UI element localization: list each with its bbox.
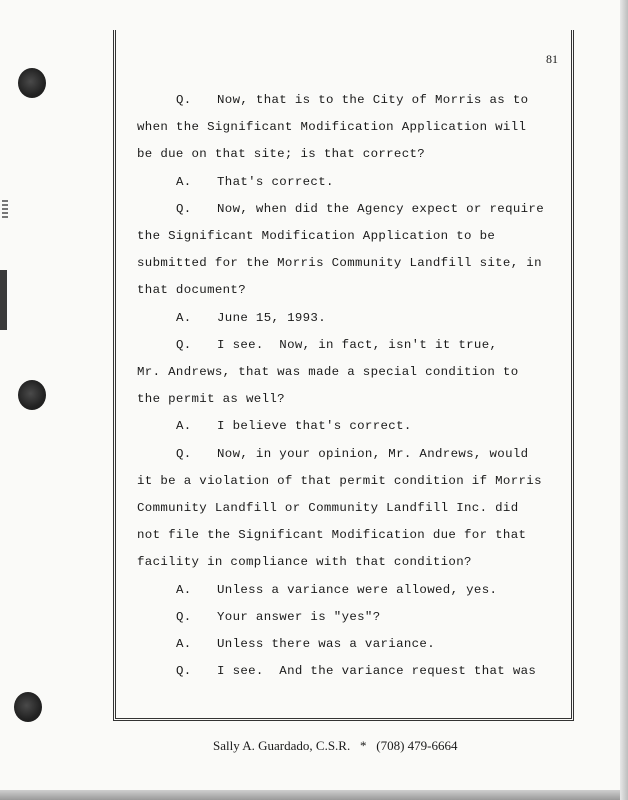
- line-text: That's correct.: [217, 174, 334, 189]
- line-text: Mr. Andrews, that was made a special condition to: [137, 365, 519, 379]
- line-text: Now, that is to the City of Morris as to: [217, 93, 529, 107]
- reporter-footer: [213, 738, 457, 754]
- line-text: facility in compliance with that condition?: [137, 555, 472, 570]
- line-text: Now, in your opinion, Mr. Andrews, would: [217, 446, 529, 461]
- line-text: the permit as well?: [137, 392, 285, 407]
- page-number: 81: [546, 52, 558, 66]
- scan-edge-mark: [0, 270, 7, 330]
- footer-separator: *: [359, 738, 367, 753]
- speaker-label: A.: [176, 419, 192, 434]
- line-text: Community Landfill or Community Landfill Inc. did: [137, 501, 519, 515]
- line-text: the Significant Modification Application to be: [137, 229, 496, 243]
- line-text: when the Significant Modification Application will: [137, 120, 527, 135]
- speaker-label: Q.: [176, 201, 192, 216]
- speaker-label: Q.: [176, 446, 192, 461]
- speaker-label: Q.: [176, 609, 192, 624]
- line-text: Now, when did the Agency expect or require: [217, 201, 544, 216]
- reporter-name: Sally A. Guardado, C.S.R.: [213, 738, 351, 753]
- speaker-label: A.: [176, 310, 192, 325]
- speaker-label: Q.: [176, 337, 192, 352]
- line-text: it be a violation of that permit condition if Morris: [137, 473, 542, 488]
- line-text: Unless there was a variance.: [217, 637, 435, 651]
- speaker-label: A.: [176, 174, 192, 189]
- speaker-label: A.: [176, 637, 192, 651]
- speaker-label: Q.: [176, 664, 192, 679]
- line-text: June 15, 1993.: [217, 310, 326, 325]
- speaker-label: A.: [176, 582, 192, 597]
- line-text: Your answer is "yes"?: [217, 609, 381, 624]
- line-text: not file the Significant Modification due for that: [137, 528, 527, 543]
- line-text: I believe that's correct.: [217, 419, 412, 434]
- line-text: that document?: [137, 283, 246, 298]
- line-text: submitted for the Morris Community Landfill site, in: [137, 256, 542, 271]
- speaker-label: Q.: [176, 93, 192, 107]
- line-text: I see. And the variance request that was: [217, 664, 537, 679]
- reporter-phone: (708) 479-6664: [376, 738, 458, 753]
- line-text: Unless a variance were allowed, yes.: [217, 582, 498, 597]
- scan-right-edge: [620, 0, 628, 800]
- line-text: be due on that site; is that correct?: [137, 147, 426, 162]
- scan-bottom-edge: [0, 790, 628, 800]
- binder-hole-bottom: [14, 692, 42, 722]
- scan-speck: [2, 200, 8, 220]
- binder-hole-middle: [18, 380, 46, 410]
- binder-hole-top: [18, 68, 46, 98]
- line-text: I see. Now, in fact, isn't it true,: [217, 337, 498, 352]
